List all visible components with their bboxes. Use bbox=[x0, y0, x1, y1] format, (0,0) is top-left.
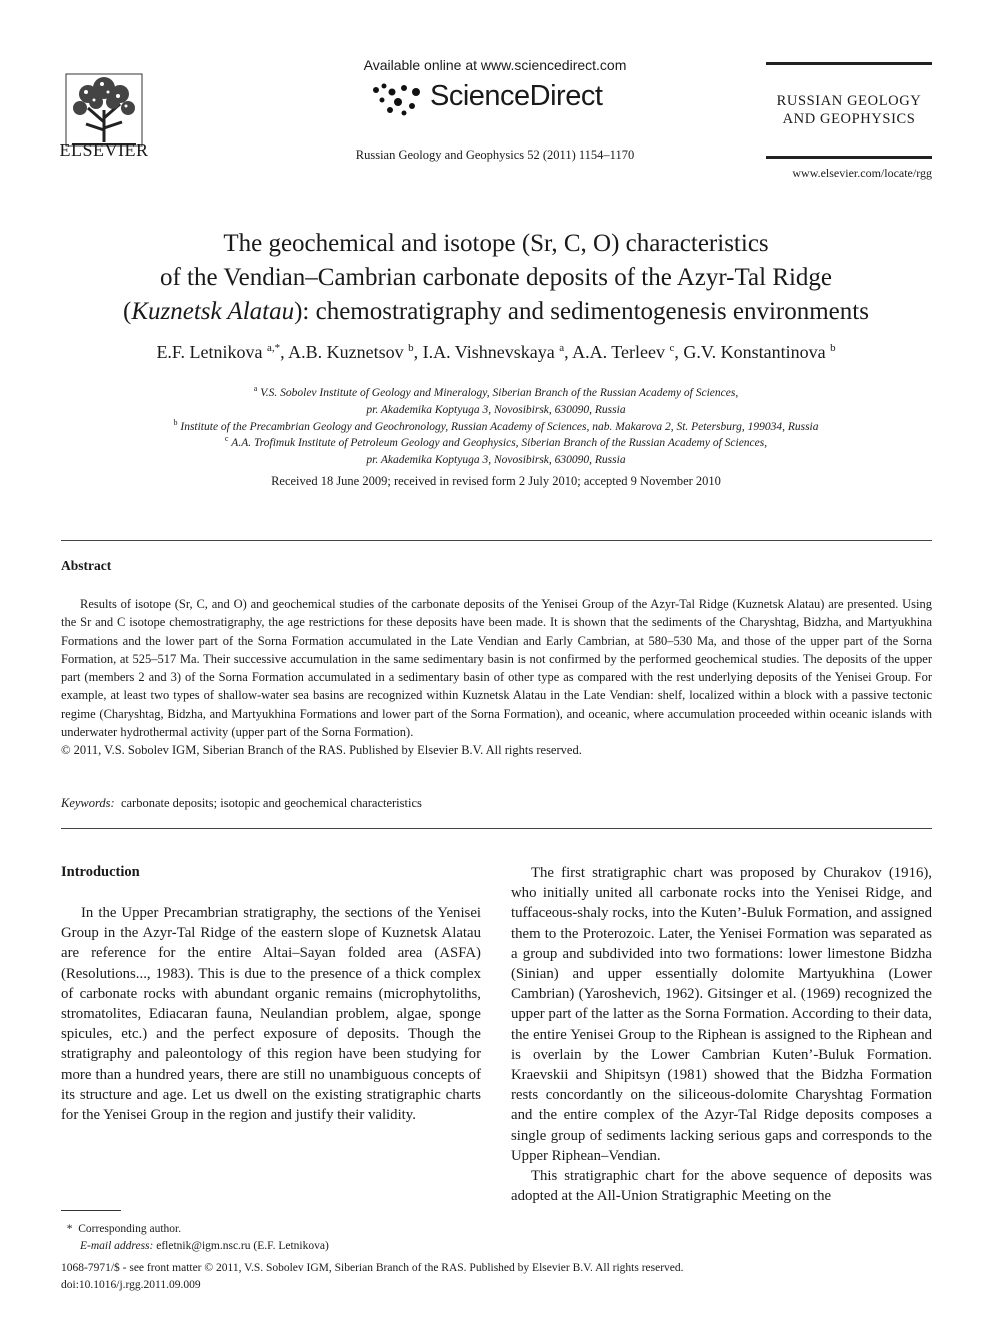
title-line-1: The geochemical and isotope (Sr, C, O) characteristics bbox=[223, 230, 769, 257]
journal-name-line2: AND GEOPHYSICS bbox=[782, 111, 916, 127]
journal-name-line1: RUSSIAN GEOLOGY bbox=[776, 93, 922, 109]
paragraph: The first stratigraphic chart was proposed by Churakov (1916), who initially united all carbonate rocks into the Yenisei Ridge, and tuffaceous-shaly rocks, into the Kuten’-Buluk Formation, and assigned them to the Proterozoic. Later, the Yenisei Formation was separated as a group and subdivided into two formations: lower limestone Bidzha (Sinian) and upper essentially dolomite Martyukhina (Lower Cambrian) (Yaroshevich, 1962). Gitsinger et al. (1969) recognized the upper part of the latter as the Sorna Formation. According to their data, the entire Yenisei Group to the Riphean is assigned to the Riphean and is overlain by the Lower Cambrian Kuten’-Buluk Formation. Kraevskii and Shipitsyn (1981) showed that the Bidzha Formation rests concordantly on the siliceous-dolomite Charyshtag Formation and the entire complex of the Azyr-Tal Ridge deposits composes a single group of sediments lacking serious gaps and corresponds to the Upper Riphean–Vendian. bbox=[511, 865, 932, 1164]
affiliation-a: $^a$ V.S. Sobolev Institute of Geology and Mineralogy, Siberian Branch of the Russian Academy of Sciences, pr. Akademika Koptyuga 3, Novosibirsk, 630090, Russia bbox=[253, 384, 739, 416]
sciencedirect-wordmark: ScienceDirect bbox=[430, 80, 603, 112]
affiliation-c: $^c$ A.A. Trofimuk Institute of Petroleum Geology and Geophysics, Siberian Branch of the Russian Academy of Sciences, pr. Akademika Koptyuga 3, Novosibirsk, 630090, Russia bbox=[224, 434, 768, 466]
journal-url-link[interactable]: www.elsevier.com/locate/rgg bbox=[792, 166, 932, 180]
author[interactable]: G.V. Konstantinova $^b$ bbox=[683, 342, 836, 362]
footnote-rule bbox=[61, 1210, 121, 1211]
journal-citation: Russian Geology and Geophysics 52 (2011) 1154–1170 bbox=[355, 148, 635, 162]
title-line-2: of the Vendian–Cambrian carbonate deposits of the Azyr-Tal Ridge bbox=[159, 264, 833, 291]
sciencedirect-dots-icon bbox=[370, 80, 426, 118]
abstract-text: Results of isotope (Sr, C, and O) and geochemical studies of the carbonate deposits of the Yenisei Group of the Azyr-Tal Ridge (Kuznetsk Alatau) are presented. Using the Sr and C isotope chemostratigraphy, the age restrictions for these deposits have been made. It is shown that the sediments of the Charyshtag, Bidzha, and Martyukhina Formations and the lower part of the Sorna Formation accumulated in the Late Vendian and Early Cambrian, at 580–530 Ma, and those of the upper part of the Sorna Formation, at 525–517 Ma. Their successive accumulation in the same sedimentary basin is not confirmed by the performed geochemical studies. The deposits of the upper part (members 2 and 3) of the Sorna Formation accumulated in a sedimentary basin of other type as compared with the rest underlying deposits of the Yenisei Group. For example, at least two types of shallow-water sea basins are recognized within Kuznetsk Alatau in the Late Vendian: shelf, localized within a block with a passive tectonic regime (Charyshtag, Bidzha, and Martyukhina Formations and lower part of the Sorna Formation), and oceanic, where accumulation proceeded within oceanic islands with underwater hydrothermal activity (upper part of the Sorna Formation). bbox=[61, 597, 932, 740]
publisher-name: ELSEVIER bbox=[59, 140, 149, 160]
issn-line: 1068-7971/$ - see front matter © 2011, V.S. Sobolev IGM, Siberian Branch of the RAS. Published by Elsevier B.V. All rights reserved. bbox=[61, 1262, 684, 1274]
keywords-list: carbonate deposits; isotopic and geochemical characteristics bbox=[120, 796, 422, 810]
section-heading-introduction: Introduction bbox=[61, 864, 140, 880]
article-title bbox=[40, 227, 952, 329]
available-online-text[interactable]: Available online at www.sciencedirect.com bbox=[363, 57, 627, 73]
journal-name-bottom-rule bbox=[766, 156, 932, 159]
author[interactable]: E.F. Letnikova $^{a,*}$ bbox=[156, 342, 281, 362]
journal-name bbox=[766, 92, 932, 128]
title-line-3: (Kuznetsk Alatau): chemostratigraphy and sedimentogenesis environments bbox=[123, 298, 869, 325]
copyright-line: © 2011, V.S. Sobolev IGM, Siberian Branch of the RAS. Published by Elsevier B.V. All rights reserved. bbox=[61, 743, 582, 758]
email-link[interactable]: efletnik@igm.nsc.ru (E.F. Letnikova) bbox=[156, 1240, 329, 1252]
abstract-body bbox=[61, 595, 932, 760]
author-list: E.F. Letnikova $^{a,*}$, A.B. Kuznetsov $^b$, I.A. Vishnevskaya $^a$, A.A. Terleev $^c$, G.V. Konstantinova $^b$ bbox=[156, 342, 836, 362]
right-column bbox=[511, 863, 932, 1206]
keywords-label: Keywords: bbox=[61, 796, 115, 810]
paragraph: In the Upper Precambrian stratigraphy, the sections of the Yenisei Group in the Azyr-Tal Ridge of the eastern slope of Kuznetsk Alatau are reference for the entire Altai–Sayan folded area (ASFA) (Resolutions..., 1983). This is due to the presence of a thick complex of carbonate rocks with abundant organic remains (microphytoliths, stromatolites, Ediacaran fauna, Neulandian problem, algae, sponge spicules, etc.) and the perfect exposure of deposits. Though the stratigraphy and paleontology of this region have been studying for more than a hundred years, there are still no unambiguous concepts of its structure and age. Let us dwell on the existing stratigraphic charts for the Yenisei Group in the region and justify their validity. bbox=[61, 905, 481, 1124]
submission-dates: Received 18 June 2009; received in revised form 2 July 2010; accepted 9 November 2010 bbox=[271, 474, 721, 488]
abstract-top-rule bbox=[61, 540, 932, 541]
abstract-heading: Abstract bbox=[61, 558, 112, 573]
paragraph: This stratigraphic chart for the above sequence of deposits was adopted at the All-Union Stratigraphic Meeting on the bbox=[511, 1168, 932, 1205]
left-column bbox=[61, 903, 481, 1125]
abstract-bottom-rule bbox=[61, 828, 932, 829]
affiliation-b: $^b$ Institute of the Precambrian Geology and Geochronology, Russian Academy of Sciences, nab. Makarova 2, St. Petersburg, 199034, Russia bbox=[173, 418, 819, 433]
corresponding-author-note: * Corresponding author. bbox=[66, 1223, 182, 1235]
journal-name-top-rule bbox=[766, 62, 932, 65]
author[interactable]: A.A. Terleev $^c$ bbox=[572, 342, 675, 362]
author[interactable]: A.B. Kuznetsov $^b$ bbox=[288, 342, 414, 362]
author[interactable]: I.A. Vishnevskaya $^a$ bbox=[422, 342, 565, 362]
email-note: E-mail address: efletnik@igm.nsc.ru (E.F. Letnikova) bbox=[80, 1240, 329, 1252]
doi-link[interactable]: doi:10.1016/j.rgg.2011.09.009 bbox=[61, 1279, 201, 1291]
keywords bbox=[61, 796, 422, 811]
title-italic-region: Kuznetsk Alatau bbox=[131, 298, 295, 325]
